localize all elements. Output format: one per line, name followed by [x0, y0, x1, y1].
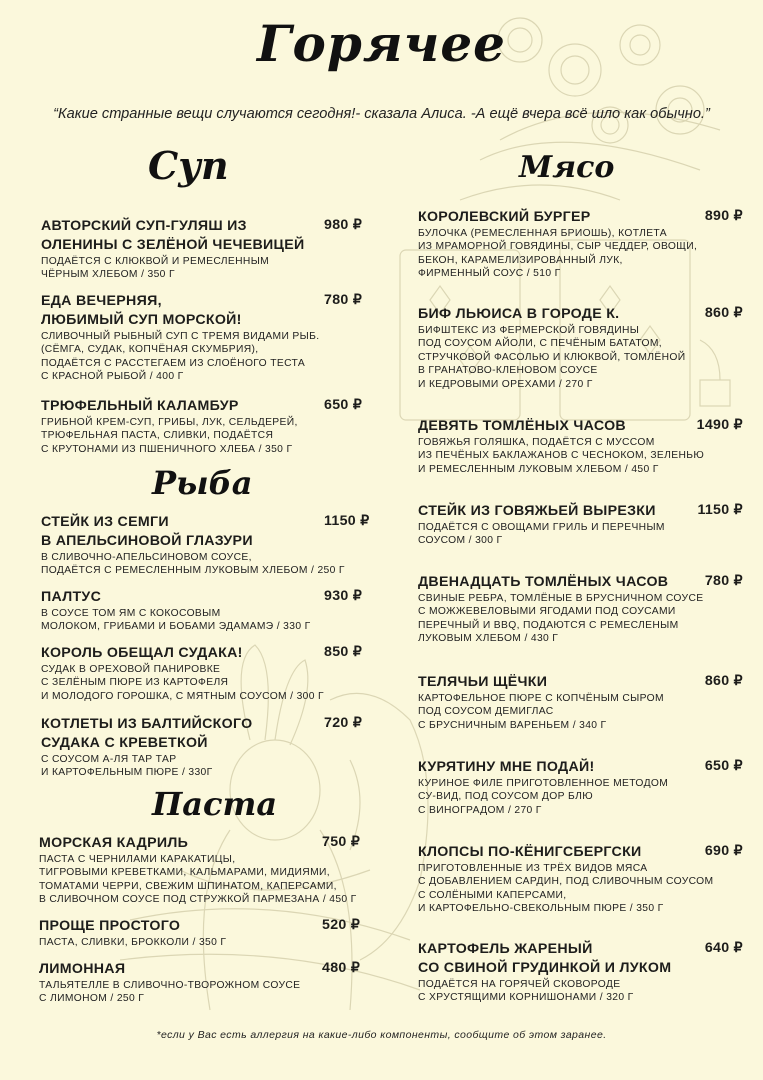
item-price: 980 ₽: [324, 217, 363, 233]
alice-quote: “Какие странные вещи случаются сегодня!- сказала Алиса. -А ещё вчера всё шло как обычно.”: [53, 106, 710, 122]
item-price: 720 ₽: [324, 715, 363, 731]
item-name: СТЕЙК ИЗ СЕМГИ В АПЕЛЬСИНОВОЙ ГЛАЗУРИ: [41, 514, 253, 549]
menu-item: [39, 960, 364, 1006]
item-description: В СЛИВОЧНО-АПЕЛЬСИНОВОМ СОУСЕ, ПОДАЁТСЯ С РЕМЕСЛЕННЫМ ЛУКОВЫМ ХЛЕБОМ / 250 Г: [41, 552, 345, 577]
item-price: 860 ₽: [704, 305, 743, 321]
allergy-footnote: *если у Вас есть аллергия на какие-либо компоненты, сообщите об этом заранее.: [156, 1029, 607, 1041]
menu-item: [41, 217, 366, 282]
item-name: КОТЛЕТЫ ИЗ БАЛТИЙСКОГО СУДАКА С КРЕВЕТКОЙ: [41, 716, 253, 751]
section-title-fish: Рыба: [152, 464, 253, 502]
item-description: ПОДАЁТСЯ С ОВОЩАМИ ГРИЛЬ И ПЕРЕЧНЫМ СОУСОМ / 300 Г: [418, 522, 665, 547]
page-title: Горячее: [257, 14, 506, 73]
item-description: БИФШТЕКС ИЗ ФЕРМЕРСКОЙ ГОВЯДИНЫ ПОД СОУСОМ АЙОЛИ, С ПЕЧЁНЫМ БАТАТОМ, СТРУЧКОВОЙ ФАСОЛЬЮ И КЛЮКВОЙ, ТОМЛЁНОЙ В ГРАНАТОВО-КЛЕНОВОМ СОУСЕ И КЕДРОВЫМИ ОРЕХАМИ / 270 Г: [418, 325, 686, 390]
section-title-pasta: Паста: [152, 785, 278, 823]
menu-item: [418, 208, 743, 281]
menu-item: [418, 940, 743, 1005]
item-price: 640 ₽: [704, 940, 743, 956]
item-name: ЕДА ВЕЧЕРНЯЯ, ЛЮБИМЫЙ СУП МОРСКОЙ!: [41, 293, 242, 328]
item-name: СТЕЙК ИЗ ГОВЯЖЬЕЙ ВЫРЕЗКИ: [418, 503, 656, 519]
item-description: БУЛОЧКА (РЕМЕСЛЕННАЯ БРИОШЬ), КОТЛЕТА ИЗ МРАМОРНОЙ ГОВЯДИНЫ, СЫР ЧЕДДЕР, ОВОЩИ, БЕКОН, КАРАМЕЛИЗИРОВАННЫЙ ЛУК, ФИРМЕННЫЙ СОУС / 510 Г: [418, 228, 698, 280]
menu-item: [41, 588, 366, 634]
menu-item: [418, 573, 743, 646]
item-name: БИФ ЛЬЮИСА В ГОРОДЕ К.: [418, 306, 620, 322]
item-name: КУРЯТИНУ МНЕ ПОДАЙ!: [418, 759, 595, 775]
item-description: ПОДАЁТСЯ НА ГОРЯЧЕЙ СКОВОРОДЕ С ХРУСТЯЩИМИ КОРНИШОНАМИ / 320 Г: [418, 979, 634, 1004]
item-price: 690 ₽: [704, 843, 743, 859]
item-description: В СОУСЕ ТОМ ЯМ С КОКОСОВЫМ МОЛОКОМ, ГРИБАМИ И БОБАМИ ЭДАМАМЭ / 330 Г: [41, 608, 311, 633]
menu-item: [41, 513, 370, 578]
item-price: 780 ₽: [704, 573, 743, 589]
item-price: 1150 ₽: [324, 513, 370, 529]
item-price: 520 ₽: [322, 917, 361, 933]
item-price: 780 ₽: [324, 292, 363, 308]
item-name: ДЕВЯТЬ ТОМЛЁНЫХ ЧАСОВ: [418, 418, 626, 434]
item-price: 480 ₽: [322, 960, 361, 976]
menu-item: [418, 758, 743, 817]
item-name: КОРОЛЬ ОБЕЩАЛ СУДАКА!: [41, 645, 243, 661]
item-name: ТЕЛЯЧЬИ ЩЁЧКИ: [418, 674, 548, 690]
menu-item: [418, 673, 743, 732]
menu-item: [418, 417, 743, 476]
item-price: 860 ₽: [704, 673, 743, 689]
menu-item: [418, 502, 743, 548]
item-name: АВТОРСКИЙ СУП-ГУЛЯШ ИЗ ОЛЕНИНЫ С ЗЕЛЁНОЙ ЧЕЧЕВИЦЕЙ: [41, 218, 305, 253]
item-name: ПАЛТУС: [41, 589, 102, 605]
item-description: ГРИБНОЙ КРЕМ-СУП, ГРИБЫ, ЛУК, СЕЛЬДЕРЕЙ, ТРЮФЕЛЬНАЯ ПАСТА, СЛИВКИ, ПОДАЁТСЯ С КРУТОНАМИ ИЗ ПШЕНИЧНОГО ХЛЕБА / 350 Г: [41, 417, 298, 455]
menu-item: [418, 305, 743, 391]
item-description: СВИНЫЕ РЕБРА, ТОМЛЁНЫЕ В БРУСНИЧНОМ СОУСЕ С МОЖЖЕВЕЛОВЫМИ ЯГОДАМИ ПОД СОУСАМИ ПЕРЕЧНЫЙ И BBQ, ПОДАЮТСЯ С РЕМЕСЛЕНЫМ ЛУКОВЫМ ХЛЕБОМ / 430 Г: [418, 593, 704, 645]
menu-item: [41, 644, 366, 703]
item-price: 850 ₽: [324, 644, 363, 660]
item-price: 650 ₽: [324, 397, 363, 413]
item-price: 1490 ₽: [696, 417, 743, 433]
item-name: ЛИМОННАЯ: [39, 961, 126, 977]
item-description: ПАСТА С ЧЕРНИЛАМИ КАРАКАТИЦЫ, ТИГРОВЫМИ КРЕВЕТКАМИ, КАЛЬМАРАМИ, МИДИЯМИ, ТОМАТАМИ ЧЕРРИ, СВЕЖИМ ШПИНАТОМ, КАПЕРСАМИ, В СЛИВОЧНОМ СОУСЕ ПОД СТРУЖКОЙ ПАРМЕЗАНА / 450 Г: [39, 854, 357, 906]
item-price: 750 ₽: [322, 834, 361, 850]
item-name: ТРЮФЕЛЬНЫЙ КАЛАМБУР: [41, 398, 239, 414]
item-description: ТАЛЬЯТЕЛЛЕ В СЛИВОЧНО-ТВОРОЖНОМ СОУСЕ С ЛИМОНОМ / 250 Г: [39, 980, 301, 1005]
menu-item: [39, 834, 364, 907]
item-description: КАРТОФЕЛЬНОЕ ПЮРЕ С КОПЧЁНЫМ СЫРОМ ПОД СОУСОМ ДЕМИГЛАС С БРУСНИЧНЫМ ВАРЕНЬЕМ / 340 Г: [418, 693, 664, 731]
item-description: СУДАК В ОРЕХОВОЙ ПАНИРОВКЕ С ЗЕЛЁНЫМ ПЮРЕ ИЗ КАРТОФЕЛЯ И МОЛОДОГО ГОРОШКА, С МЯТНЫМ СОУСОМ / 300 Г: [41, 664, 324, 702]
item-description: ГОВЯЖЬЯ ГОЛЯШКА, ПОДАЁТСЯ С МУССОМ ИЗ ПЕЧЁНЫХ БАКЛАЖАНОВ С ЧЕСНОКОМ, ЗЕЛЕНЬЮ И РЕМЕСЛЕННЫМ ЛУКОВЫМ ХЛЕБОМ / 450 Г: [418, 437, 705, 475]
item-name: ДВЕНАДЦАТЬ ТОМЛЁНЫХ ЧАСОВ: [418, 574, 669, 590]
menu-item: [418, 843, 743, 916]
section-title-meat: Мясо: [519, 150, 615, 185]
item-price: 1150 ₽: [697, 502, 743, 518]
item-description: СЛИВОЧНЫЙ РЫБНЫЙ СУП С ТРЕМЯ ВИДАМИ РЫБ. (СЁМГА, СУДАК, КОПЧЁНАЯ СКУМБРИЯ), ПОДАЁТСЯ С РАССТЕГАЕМ ИЗ СЛОЁНОГО ТЕСТА С КРАСНОЙ РЫБОЙ / 400 Г: [41, 331, 320, 383]
item-description: ПРИГОТОВЛЕННЫЕ ИЗ ТРЁХ ВИДОВ МЯСА С ДОБАВЛЕНИЕМ САРДИН, ПОД СЛИВОЧНЫМ СОУСОМ С СОЛЁНЫМИ КАПЕРСАМИ, И КАРТОФЕЛЬНО-СВЕКОЛЬНЫМ ПЮРЕ / 350 Г: [418, 863, 714, 915]
item-price: 650 ₽: [704, 758, 743, 774]
item-name: КОРОЛЕВСКИЙ БУРГЕР: [418, 209, 591, 225]
item-price: 890 ₽: [704, 208, 743, 224]
item-name: ПРОЩЕ ПРОСТОГО: [39, 918, 181, 934]
item-price: 930 ₽: [324, 588, 363, 604]
section-title-soup: Суп: [148, 143, 229, 188]
item-name: КЛОПСЫ ПО-КЁНИГСБЕРГСКИ: [418, 844, 642, 860]
menu-item: [41, 715, 366, 780]
item-description: ПАСТА, СЛИВКИ, БРОККОЛИ / 350 Г: [39, 937, 227, 948]
item-description: КУРИНОЕ ФИЛЕ ПРИГОТОВЛЕННОЕ МЕТОДОМ СУ-ВИД, ПОД СОУСОМ ДОР БЛЮ С ВИНОГРАДОМ / 270 Г: [418, 778, 669, 816]
item-name: КАРТОФЕЛЬ ЖАРЕНЫЙ СО СВИНОЙ ГРУДИНКОЙ И ЛУКОМ: [418, 941, 672, 976]
item-name: МОРСКАЯ КАДРИЛЬ: [39, 835, 189, 851]
menu-item: [41, 397, 366, 456]
menu-item: [41, 292, 366, 384]
item-description: С СОУСОМ А-ЛЯ ТАР ТАР И КАРТОФЕЛЬНЫМ ПЮРЕ / 330Г: [41, 754, 213, 779]
menu-item: [39, 917, 364, 949]
item-description: ПОДАЁТСЯ С КЛЮКВОЙ И РЕМЕСЛЕННЫМ ЧЁРНЫМ ХЛЕБОМ / 350 Г: [41, 256, 270, 281]
